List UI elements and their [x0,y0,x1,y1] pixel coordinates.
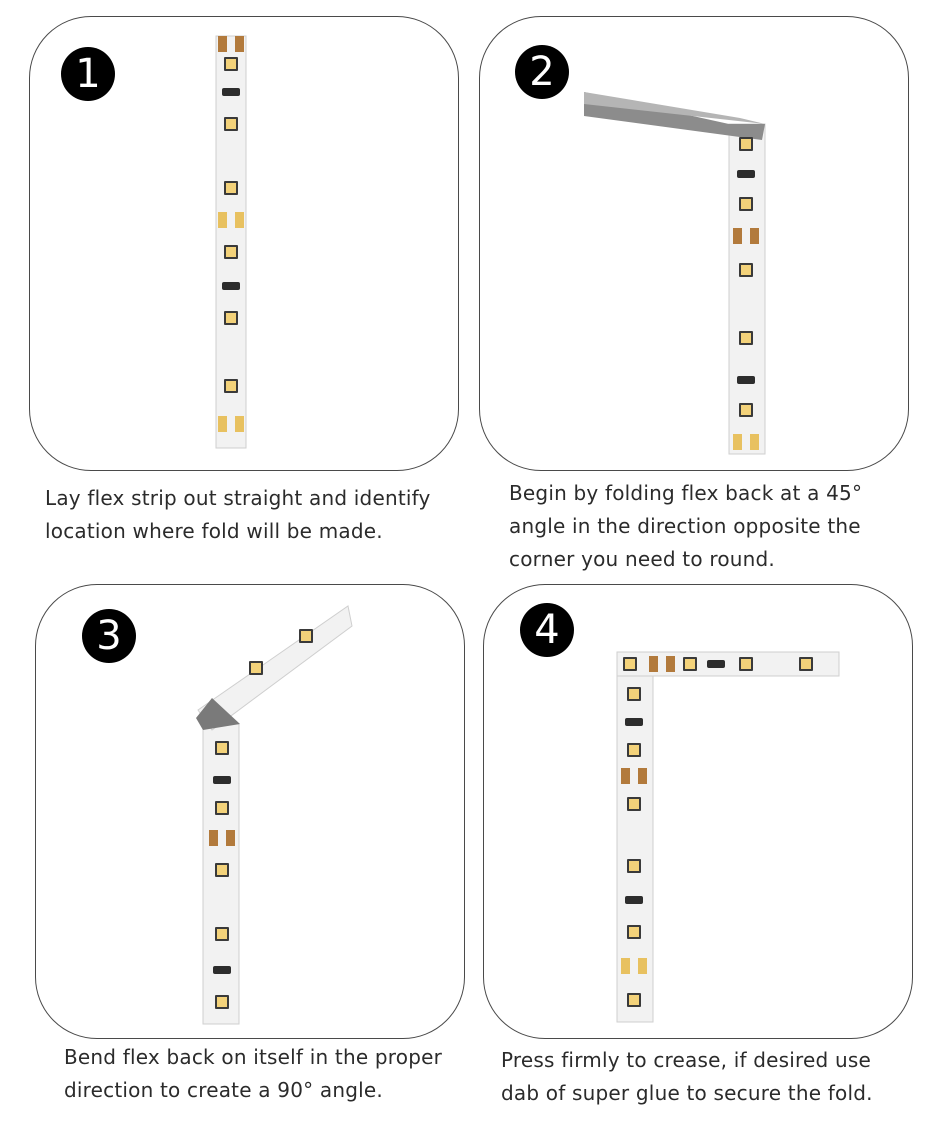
step-4-number-badge: 4 [520,603,574,657]
step-2-caption [509,477,929,576]
strip-step-4 [617,652,839,1022]
caption-line: direction to create a 90° angle. [64,1078,383,1102]
step-3-number-badge: 3 [82,609,136,663]
step-4-caption [501,1044,921,1110]
caption-line: dab of super glue to secure the fold. [501,1081,873,1105]
strip-step-2 [584,92,765,454]
step-1-caption [45,482,465,548]
caption-line: Lay flex strip out straight and identify [45,486,431,510]
step-3-caption [64,1041,484,1107]
caption-line: corner you need to round. [509,547,775,571]
caption-line: Press firmly to crease, if desired use [501,1048,871,1072]
step-1-number-badge: 1 [61,47,115,101]
strip-step-1 [216,36,246,448]
caption-line: angle in the direction opposite the [509,514,861,538]
caption-line: Begin by folding flex back at a 45° [509,481,863,505]
caption-line: location where fold will be made. [45,519,383,543]
caption-line: Bend flex back on itself in the proper [64,1045,443,1069]
step-2-number-badge: 2 [515,45,569,99]
strip-step-3 [196,606,352,1024]
